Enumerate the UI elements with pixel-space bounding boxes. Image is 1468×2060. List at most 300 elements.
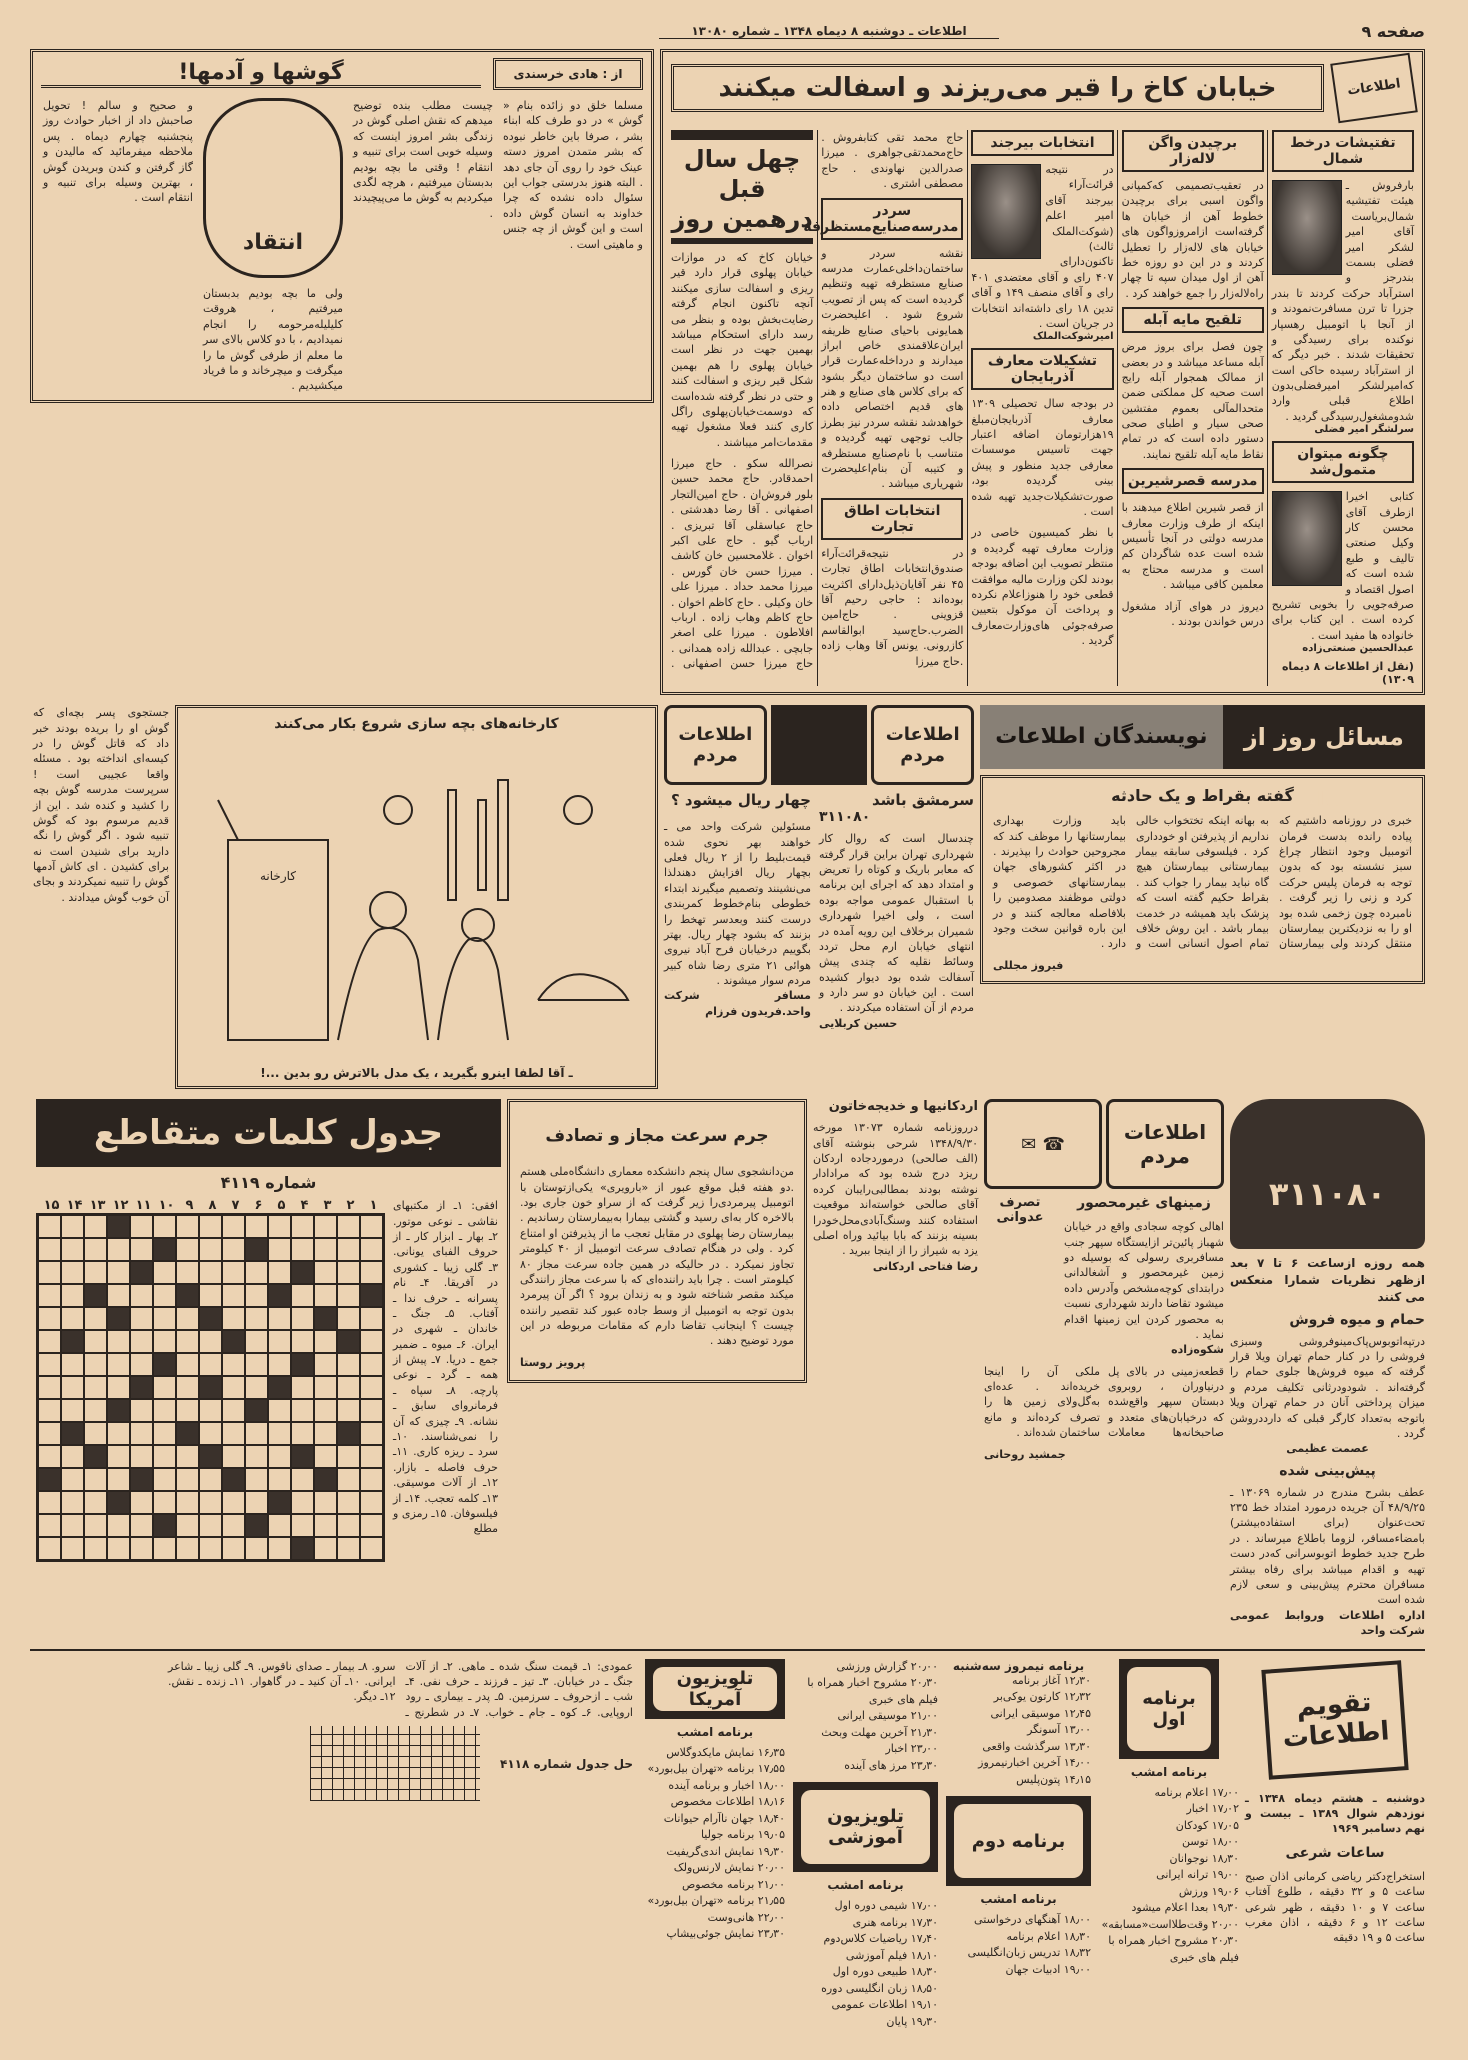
- crossword-cell[interactable]: [360, 1376, 383, 1399]
- crossword-cell[interactable]: [107, 1422, 130, 1445]
- tv-listing-item: ۱۸٫۴۰ جهان ناآرام حیوانات: [663, 1811, 785, 1825]
- crossword-cell[interactable]: [245, 1445, 268, 1468]
- crossword-cell[interactable]: [61, 1307, 84, 1330]
- crossword-cell[interactable]: [245, 1284, 268, 1307]
- crossword-section: [36, 1099, 501, 1562]
- crossword-cell[interactable]: [176, 1261, 199, 1284]
- crossword-cell[interactable]: [61, 1376, 84, 1399]
- tv-list: [946, 1912, 1091, 1978]
- crossword-cell[interactable]: [38, 1261, 61, 1284]
- crossword-cell[interactable]: [245, 1215, 268, 1238]
- crossword-cell[interactable]: [337, 1445, 360, 1468]
- crossword-cell[interactable]: [360, 1307, 383, 1330]
- crossword-black-cell: [314, 1307, 337, 1330]
- crossword-cell[interactable]: [61, 1215, 84, 1238]
- crossword-cell[interactable]: [245, 1353, 268, 1376]
- crossword-cell[interactable]: [337, 1284, 360, 1307]
- crossword-cell[interactable]: [222, 1376, 245, 1399]
- tonight-label: برنامه امشب: [980, 1892, 1057, 1907]
- mardom-item-tasarrof: [984, 1195, 1056, 1358]
- crossword-cell[interactable]: [199, 1537, 222, 1560]
- entegad-logo: انتقاد: [203, 98, 343, 278]
- crossword-cell[interactable]: [222, 1284, 245, 1307]
- crossword-cell[interactable]: [360, 1491, 383, 1514]
- article-text: کتابی اخیرا ازطرف آقای محسن کار وکیل صنعتی تالیف و طبع شده است که اصول اقتصاد و صرفه‌جویی را بخوبی تشریح کرده است . این کتاب برای خانواده ها مفید است .: [1271, 490, 1414, 642]
- crossword-column-number: ۹: [185, 1198, 194, 1214]
- crossword-cell[interactable]: [360, 1468, 383, 1491]
- crossword-cell[interactable]: [61, 1238, 84, 1261]
- crossword-cell[interactable]: [222, 1537, 245, 1560]
- crossword-black-cell: [291, 1537, 314, 1560]
- papers-icon: ☎ ✉: [984, 1099, 1102, 1189]
- crossword-cell[interactable]: [107, 1284, 130, 1307]
- crossword-cell[interactable]: [38, 1376, 61, 1399]
- crossword-cell[interactable]: [314, 1514, 337, 1537]
- tv-listing-item: ۱۸٫۰۰ توسن: [1181, 1835, 1239, 1849]
- crossword-cell[interactable]: [199, 1353, 222, 1376]
- crossword-cell[interactable]: [222, 1238, 245, 1261]
- crossword-cell[interactable]: [360, 1445, 383, 1468]
- crossword-cell[interactable]: [84, 1307, 107, 1330]
- crossword-cell[interactable]: [130, 1537, 153, 1560]
- crossword-cell[interactable]: [291, 1399, 314, 1422]
- crossword-cell[interactable]: [84, 1215, 107, 1238]
- crossword-cell[interactable]: [107, 1514, 130, 1537]
- article-birjand: [971, 162, 1113, 342]
- crossword-cell[interactable]: [176, 1537, 199, 1560]
- tv-listing-item: ۱۹٫۱۰ اطلاعات عمومی: [831, 1998, 938, 2012]
- crossword-cell[interactable]: [130, 1422, 153, 1445]
- crossword-cell[interactable]: [153, 1376, 176, 1399]
- crossword-cell[interactable]: [268, 1353, 291, 1376]
- crossword-cell[interactable]: [84, 1537, 107, 1560]
- crossword-cell[interactable]: [38, 1307, 61, 1330]
- photo-caption: سرلشگر امیر فضلی: [1314, 424, 1414, 436]
- crossword-black-cell: [61, 1330, 84, 1353]
- crossword-cell[interactable]: [130, 1284, 153, 1307]
- crossword-cell[interactable]: [291, 1284, 314, 1307]
- prayer-times: استخراج‌دکتر ریاضی کرمانی اذان صبح ساعت ۵ و ۳۲ دقیقه ، طلوع آفتاب ساعت ۷ و ۱۰ دقیقه ، ظهر شرعی ساعت ۱۲ و ۶ دقیقه ، اذان مغرب ساعت ۵ و ۱۹ دقیقه: [1245, 1869, 1425, 1945]
- prev-solution: [168, 1726, 633, 1801]
- crossword-cell[interactable]: [222, 1514, 245, 1537]
- crossword-cell[interactable]: [153, 1537, 176, 1560]
- crossword-cell[interactable]: [222, 1445, 245, 1468]
- crossword-cell[interactable]: [61, 1491, 84, 1514]
- main-header: [663, 52, 1422, 124]
- crossword-cell[interactable]: [130, 1353, 153, 1376]
- crossword-cell[interactable]: [153, 1261, 176, 1284]
- crossword-cell[interactable]: [38, 1445, 61, 1468]
- crossword-cell[interactable]: [84, 1353, 107, 1376]
- crossword-cell[interactable]: [337, 1537, 360, 1560]
- crossword-cell[interactable]: [153, 1307, 176, 1330]
- crossword-cell[interactable]: [360, 1422, 383, 1445]
- crossword-cell[interactable]: [199, 1468, 222, 1491]
- crossword-cell[interactable]: [337, 1514, 360, 1537]
- crossword-cell[interactable]: [38, 1491, 61, 1514]
- mardom-item-ardakan: [813, 1099, 978, 1274]
- crossword-cell[interactable]: [360, 1330, 383, 1353]
- article-text: چون فصل برای بروز مرض آبله مساعد میباشد و در بعضی از ممالک همجوار آبله رایج است صحیه کل مملکتی ضمن متحدالمآلی بعموم مفتشین صحی سیار و اطبای صحی دستور داده است که در تمام نقاط مایه آبله تلقیح نمایند.: [1121, 340, 1264, 461]
- crossword-cell[interactable]: [130, 1514, 153, 1537]
- crossword-cell[interactable]: [38, 1537, 61, 1560]
- crossword-cell[interactable]: [153, 1422, 176, 1445]
- crossword-clues: افقی: ۱ـ از مکتبهای نقاشی ـ نوعی موتور. ۲ـ بهار ـ ابزار کار ـ از حروف الفبای یونانی. ۳ـ گلی زیبا ـ کشوری در آفریقا. ۴ـ نام پسرانه ـ حرف ندا ـ آفتاب. ۵ـ جنگ ـ خاندان ـ شهری در ایران. ۶ـ میوه ـ ضمیر جمع ـ دریا. ۷ـ پیش از همه ـ گرد ـ نوعی پارچه. ۸ـ سپاه ـ فرمانروای سابق ـ نشانه. ۹ـ چیزی که آن را نمی‌شناسند. ۱۰ـ سرد ـ ریزه کاری. ۱۱ـ حرف فاصله ـ بازار. ۱۲ـ از آلات موسیقی. ۱۳ـ کلمه تعجب. ۱۴ـ از فیلسوفان. ۱۵ـ رمزی و مطلع: [393, 1199, 499, 1536]
- main-headline: خیابان کاخ را قیر می‌ریزند و اسفالت میکنند: [671, 64, 1324, 112]
- crossword-cell[interactable]: [314, 1215, 337, 1238]
- crossword-cell[interactable]: [268, 1422, 291, 1445]
- crossword-cell[interactable]: [360, 1261, 383, 1284]
- crossword-cell[interactable]: [176, 1238, 199, 1261]
- crossword-cell[interactable]: [38, 1353, 61, 1376]
- mardom-tasarrof-text: قطعه‌زمینی در بالای پل درنیاوران ، روبروی دبستان سپهر واقع‌شده که درخیابان‌های متعدد و صاحبخانه‌ها معاملات ملکی آن را اینجا خریده‌اند . عده‌ای به‌گل‌ولای زمین ها را تصرف کرده‌اند و مانع ساختمان شده‌اند .: [984, 1364, 1224, 1440]
- crossword-cell[interactable]: [176, 1353, 199, 1376]
- main-story: [660, 49, 1425, 695]
- crossword-cell[interactable]: [176, 1215, 199, 1238]
- crossword-cell[interactable]: [38, 1514, 61, 1537]
- tv-list: [1099, 1785, 1239, 1967]
- crossword-cell[interactable]: [199, 1330, 222, 1353]
- crossword-cell[interactable]: [245, 1261, 268, 1284]
- mardom-middle: [664, 705, 974, 1031]
- crossword-cell[interactable]: [291, 1422, 314, 1445]
- crossword-cell[interactable]: [130, 1491, 153, 1514]
- crossword-cell[interactable]: [268, 1215, 291, 1238]
- crossword-cell[interactable]: [38, 1215, 61, 1238]
- crossword-cell[interactable]: [314, 1537, 337, 1560]
- item-sign: حسین کربلایی: [819, 1016, 898, 1030]
- crossword-cell[interactable]: [107, 1238, 130, 1261]
- crossword-black-cell: [222, 1468, 245, 1491]
- cartoon-caption: ـ آقا لطفا اینرو بگیرید ، یک مدل بالاترش رو بدین ...!: [260, 1066, 573, 1081]
- banner-part: نویسندگان اطلاعات: [980, 705, 1223, 769]
- crossword-cell[interactable]: [84, 1422, 107, 1445]
- phone-number: ۳۱۱۰۸۰: [819, 809, 871, 826]
- opinion-box: [980, 775, 1425, 984]
- crossword-cell[interactable]: [291, 1238, 314, 1261]
- crossword-cell[interactable]: [222, 1491, 245, 1514]
- crossword-cell[interactable]: [337, 1491, 360, 1514]
- calendar-date: دوشنبه ـ هشتم دیماه ۱۳۴۸ ـ نوزدهم شوال ۱۳۸۹ ـ بیست و نهم دسامبر ۱۹۶۹: [1245, 1791, 1425, 1836]
- mardom-middle-items: [664, 791, 974, 1031]
- logo-text: مردم: [1140, 1144, 1190, 1169]
- crossword-column-number: ۱۴: [66, 1198, 83, 1214]
- zamin-column: [984, 1099, 1224, 1462]
- crossword-black-cell: [268, 1284, 291, 1307]
- crossword-cell[interactable]: [176, 1307, 199, 1330]
- crossword-column-number: ۱۵: [43, 1198, 60, 1214]
- prayer-title: ساعات شرعی: [1285, 1844, 1385, 1861]
- crossword-cell[interactable]: [245, 1537, 268, 1560]
- column-gooshha: [30, 49, 654, 403]
- crossword-cell[interactable]: [199, 1491, 222, 1514]
- crossword-cell[interactable]: [360, 1215, 383, 1238]
- crossword-column-number: ۸: [208, 1198, 217, 1214]
- crossword-cell[interactable]: [38, 1399, 61, 1422]
- crossword-cell[interactable]: [130, 1330, 153, 1353]
- crossword-cell[interactable]: [199, 1261, 222, 1284]
- crossword-cell[interactable]: [199, 1284, 222, 1307]
- crossword-cell[interactable]: [107, 1353, 130, 1376]
- tv-listing-item: ۱۹٫۳۰ بعدا اعلام میشود: [1131, 1901, 1239, 1915]
- crossword-cell[interactable]: [222, 1215, 245, 1238]
- crossword-cell[interactable]: [84, 1468, 107, 1491]
- article-text: در بودجه سال تحصیلی ۱۳۰۹ معارف آذربایجان‌مبلغ ۱۹هزارتومان اضافه اعتبار جهت تاسیس موسسات معارفی جدید منظور و پیش بینی گردیده بود، صورت‌تشکیلات‌جدید تهیه شده است .: [971, 397, 1114, 519]
- crossword-cell[interactable]: [337, 1215, 360, 1238]
- crossword-cell[interactable]: [107, 1468, 130, 1491]
- zamin-items: [984, 1195, 1224, 1358]
- phone-note: همه روزه ازساعت ۶ تا ۷ بعد ازظهر نظریات شمارا منعکس می کنند: [1230, 1256, 1425, 1304]
- logo-text: مردم: [900, 745, 946, 767]
- crossword-cell[interactable]: [176, 1330, 199, 1353]
- crossword-cell[interactable]: [153, 1330, 176, 1353]
- column-header: [41, 58, 643, 90]
- article-text: در نتیجه قرائت‌آراء بیرجند آقای امیر اعلم (شوکت‌الملک ثالث) تاکنون‌دارای ۴۰۷ رای و آقای معتضدی ۴۰۱ رای و آقای منصف ۱۴۹ و آقای تدین ۱۸ رای داشته‌اند انتخابات در جریان است .: [971, 163, 1114, 330]
- photo-caption: امیرشوکت‌الملک: [1032, 331, 1114, 343]
- crossword-black-cell: [268, 1491, 291, 1514]
- crossword-cell[interactable]: [84, 1514, 107, 1537]
- ettelaat-badge: اطلاعات: [1330, 53, 1418, 124]
- names-list: نصرالله سکو . حاج میرزا احمد‌قادر. حاج محمد حسین بلور فروش‌ان . حاج امین‌التجار اصفهانی . آقا رضا دهدشتی . حاج عباسقلی آقا تبریزی . ارباب گیو . حاج علی اکبر اخوان . غلامحسین خان کاشف . میرزا حسن خان گورس . میرزا محمد حداد . میرزا علی خان وکیلی . حاج کاظم اخوان . حاج کاظم وهاب زاده . ارباب افلاطون . میرزا علی اصغر جابچی . عبدالله زاده همدانی . حاج میرزا حسن اصفهانی . حاج محمد تقی کتابفروش . حاج‌محمدتقی‌جواهری . میرزا صدرالدین نهاوندی . حاج مصطفی اشتری .: [671, 131, 964, 671]
- crossword-cell[interactable]: [107, 1537, 130, 1560]
- crossword-cell[interactable]: [245, 1491, 268, 1514]
- mardom-item-zamin: [1064, 1195, 1224, 1358]
- crossword-cell[interactable]: [314, 1238, 337, 1261]
- crossword-cell[interactable]: [314, 1445, 337, 1468]
- crossword-cell[interactable]: [107, 1376, 130, 1399]
- tv-listing-item: ۱۴٫۱۵ پتون‌پلیس: [1016, 1772, 1091, 1786]
- crossword-cell[interactable]: [360, 1353, 383, 1376]
- crossword-cell[interactable]: [38, 1238, 61, 1261]
- crossword-cell[interactable]: [176, 1376, 199, 1399]
- crossword-black-cell: [291, 1445, 314, 1468]
- crossword-cell[interactable]: [130, 1215, 153, 1238]
- tv-listing-item: ۲۰٫۳۰ مشروح اخبار همراه با فیلم های خبری: [1108, 1934, 1239, 1964]
- article-title: تلقیح مایه آبله: [1122, 307, 1264, 333]
- tonight-label: برنامه امشب: [827, 1878, 904, 1893]
- crossword-cell[interactable]: [360, 1537, 383, 1560]
- speed-sign: پرویز روستا: [520, 1355, 586, 1369]
- dateline: اطلاعات ـ دوشنبه ۸ دیماه ۱۳۴۸ ـ شماره ۱۳۰۸۰: [659, 24, 999, 39]
- crossword-cell[interactable]: [84, 1330, 107, 1353]
- phone-icon-number: ۳۱۱۰۸۰: [1230, 1099, 1425, 1249]
- crossword-body: [36, 1198, 501, 1562]
- row-middle: [30, 705, 1425, 1089]
- channel-logo: برنامه نیمروز سه‌شنبه: [952, 1658, 1085, 1673]
- crossword-cell[interactable]: [153, 1468, 176, 1491]
- article-tafteeshat: [1272, 178, 1414, 435]
- tv-listing-item: ۱۸٫۳۰ نوجوانان: [1169, 1851, 1239, 1865]
- crossword-cell[interactable]: [291, 1468, 314, 1491]
- column-text-4: ولی ما بچه بودیم بدبستان میرفتیم ، هروقت کلیلیله‌مرحومه را انجام نمیدادیم ، با دو کلاس بالای سر ما معلم از طرفی گوش ما را میگرفت و میچرخاند و ما فریاد میکشیدیم .: [203, 287, 343, 393]
- logo-text: اطلاعات: [1123, 1120, 1207, 1145]
- crossword-number: شماره ۴۱۱۹: [220, 1173, 317, 1193]
- crossword-cell[interactable]: [153, 1284, 176, 1307]
- item-text: اهالی کوچه سجادی واقع در خیابان شهباز پائین‌تر ازایستگاه سپهر جنب مسافربری رسولی که بوسیله دو زمین غیرمحصور و آشغالدانی درابتدای کوچه‌مشخص وآدرس داده میشود تقاضا دارند شهرداری نسبت به محصور کردن این زمینها اقدام نماید .: [1064, 1220, 1224, 1341]
- crossword-cell[interactable]: [38, 1330, 61, 1353]
- crossword-black-cell: [291, 1261, 314, 1284]
- crossword-cell[interactable]: [84, 1376, 107, 1399]
- crossword-cell[interactable]: [199, 1399, 222, 1422]
- crossword-grid-wrap: [36, 1198, 385, 1562]
- crossword-black-cell: [176, 1422, 199, 1445]
- crossword-cell[interactable]: [314, 1376, 337, 1399]
- crossword-cell[interactable]: [268, 1468, 291, 1491]
- crossword-cell[interactable]: [314, 1399, 337, 1422]
- crossword-cell[interactable]: [199, 1215, 222, 1238]
- cartoon-drawing: [178, 740, 648, 1060]
- crossword-cell[interactable]: [199, 1422, 222, 1445]
- crossword-cell[interactable]: [314, 1353, 337, 1376]
- crossword-cell[interactable]: [291, 1491, 314, 1514]
- crossword-cell[interactable]: [268, 1399, 291, 1422]
- prev-solution-grid: [310, 1726, 480, 1801]
- mardom-logo-strip-2: [984, 1099, 1224, 1189]
- crossword-cell[interactable]: [61, 1353, 84, 1376]
- crossword-cell[interactable]: [222, 1261, 245, 1284]
- crossword-cell[interactable]: [337, 1399, 360, 1422]
- page-number: صفحه ۹: [1361, 22, 1425, 41]
- crossword-cell[interactable]: [360, 1238, 383, 1261]
- crossword-column-number: ۴: [300, 1198, 309, 1214]
- tv-listing-item: ۱۷٫۰۲ اخبار: [1186, 1802, 1239, 1816]
- item-sign: اداره اطلاعات وروابط عمومی شرکت واحد: [1230, 1608, 1425, 1638]
- crossword-cell[interactable]: [38, 1284, 61, 1307]
- item-text: مسئولین شرکت واحد می ـ خواهند بهر نحوی شده قیمت‌بلیط را از ۲ ریال فعلی بچهار ریال افزایش دهندلذا می‌نشینند وتصمیم میگیرند ابتداء خطوطی بنام‌خطوط کمربندی درست کنند وبعدسر تهخط را بزنند که بشود چهار ریال. بهتر بگوییم درخیابان فرح آباد نیروی هوائی ۲۱ متری رضا شاه کبیر مردم سوار میشوند .: [664, 820, 811, 988]
- tv-first: [1099, 1659, 1239, 2031]
- tv-listing-item: ۲۱٫۰۰ موسیقی ایرانی: [837, 1709, 938, 1723]
- crossword-cell[interactable]: [314, 1261, 337, 1284]
- crossword-cell[interactable]: [314, 1491, 337, 1514]
- crossword-grid[interactable]: [36, 1213, 385, 1562]
- item-title: تصرف عدوانی: [996, 1195, 1044, 1226]
- crossword-cell[interactable]: [337, 1261, 360, 1284]
- crossword-cell[interactable]: [84, 1261, 107, 1284]
- crossword-cell[interactable]: [314, 1330, 337, 1353]
- crossword-cell[interactable]: [245, 1307, 268, 1330]
- tv-listing-item: ۱۶٫۳۵ نمایش مایکدوگلاس: [666, 1745, 785, 1759]
- crossword-cell[interactable]: [153, 1445, 176, 1468]
- crossword-cell[interactable]: [337, 1238, 360, 1261]
- crossword-cell[interactable]: [199, 1238, 222, 1261]
- crossword-cell[interactable]: [268, 1445, 291, 1468]
- row-top: [30, 49, 1425, 695]
- crossword-cell[interactable]: [61, 1261, 84, 1284]
- crossword-cell[interactable]: [245, 1468, 268, 1491]
- crossword-cell[interactable]: [291, 1307, 314, 1330]
- crossword-cell[interactable]: [337, 1468, 360, 1491]
- crossword-cell[interactable]: [337, 1376, 360, 1399]
- crossword-cell[interactable]: [176, 1468, 199, 1491]
- crossword-cell[interactable]: [268, 1307, 291, 1330]
- crossword-cell[interactable]: [245, 1330, 268, 1353]
- crossword-cell[interactable]: [291, 1215, 314, 1238]
- crossword-cell[interactable]: [314, 1422, 337, 1445]
- crossword-cell[interactable]: [268, 1537, 291, 1560]
- crossword-cell[interactable]: [130, 1445, 153, 1468]
- crossword-cell[interactable]: [61, 1445, 84, 1468]
- crossword-cell[interactable]: [245, 1422, 268, 1445]
- crossword-cell[interactable]: [291, 1330, 314, 1353]
- column-text-1: مسلما خلق دو زائده بنام « گوش » در دو طرف کله ابناء بشر ، صرفا باین خاطر نبوده که بشر متمدن امروز دسته عینک خود را روی آن جای دهد . البته هنوز بدرستی جواب این سئوال داده نشده که چرا خداوند به انسان گوش داده است و این گوش از چه جنس و ماهیتی است .: [503, 99, 643, 251]
- crossword-cell[interactable]: [130, 1307, 153, 1330]
- crossword-cell[interactable]: [61, 1514, 84, 1537]
- crossword-cell[interactable]: [84, 1491, 107, 1514]
- crossword-cell[interactable]: [153, 1491, 176, 1514]
- crossword-cell[interactable]: [268, 1238, 291, 1261]
- crossword-cell[interactable]: [84, 1238, 107, 1261]
- item-text: درتپه‌اتوبوس‌پاک‌مینو‌فروشی وسبزی فروشی را در کنار حمام تهران ویلا قرار گرفته که میوه فروش‌ها جلوی حمام را گرفته‌اند . شودودرثانی تکلیف مردم و میزان پرداختی آنان در حمام تهران ویلا باتوجه به‌تعداد کارگر قبلی که دارددروشن گردد .: [1230, 1334, 1425, 1440]
- crossword-black-cell: [291, 1353, 314, 1376]
- crossword-cell[interactable]: [38, 1422, 61, 1445]
- crossword-cell[interactable]: [337, 1307, 360, 1330]
- crossword-cell[interactable]: [222, 1307, 245, 1330]
- tv-listing-item: ۱۸٫۱۰ فیلم آموزشی: [845, 1948, 938, 1962]
- crossword-cell[interactable]: [153, 1399, 176, 1422]
- crossword-cell[interactable]: [176, 1514, 199, 1537]
- crossword-cell[interactable]: [61, 1537, 84, 1560]
- crossword-cell[interactable]: [222, 1399, 245, 1422]
- crossword-cell[interactable]: [130, 1238, 153, 1261]
- crossword-black-cell: [176, 1284, 199, 1307]
- crossword-cell[interactable]: [84, 1399, 107, 1422]
- logo-text: مردم: [692, 745, 738, 767]
- crossword-cell[interactable]: [314, 1284, 337, 1307]
- crossword-cell[interactable]: [107, 1330, 130, 1353]
- crossword-cell[interactable]: [176, 1491, 199, 1514]
- crossword-cell[interactable]: [337, 1353, 360, 1376]
- tv-listing-item: ۱۹٫۳۰ نمایش اندی‌گریفیت: [666, 1844, 785, 1858]
- channel-logo: تلویزیون آمریکا: [653, 1667, 777, 1711]
- crossword-cell[interactable]: [176, 1445, 199, 1468]
- crossword-cell[interactable]: [107, 1445, 130, 1468]
- tv-listing-item: ۲۱٫۰۰ برنامه مخصوص: [681, 1877, 785, 1891]
- crossword-cell[interactable]: [360, 1514, 383, 1537]
- mardom-logo-strip: [664, 705, 974, 785]
- crossword-cell[interactable]: [268, 1330, 291, 1353]
- tv-listing-item: ۱۲٫۳۰ آغاز برنامه: [1011, 1673, 1091, 1687]
- crossword-cell[interactable]: [222, 1353, 245, 1376]
- crossword-cell[interactable]: [61, 1399, 84, 1422]
- crossword-cell[interactable]: [222, 1422, 245, 1445]
- article-text: در نتیجه‌قرائت‌آراء صندوق‌انتخابات اطاق تجارت ۴۵ نفر آقایان‌ذیل‌دارای اکثریت بوده‌اند : حاجی رحیم آقا قزوینی . حاج‌امین الضرب.حاج‌سید ابوالقاسم کازرونی. یونس آقا وهاب زاده .حاج میرزا: [821, 546, 964, 668]
- crossword-cell[interactable]: [360, 1399, 383, 1422]
- crossword-cell[interactable]: [153, 1215, 176, 1238]
- crossword-cell[interactable]: [268, 1514, 291, 1537]
- row-bottom: [30, 1649, 1425, 2031]
- crossword-column-number: ۱۰: [158, 1198, 175, 1214]
- tv-listing-item: ۲۳٫۳۰ مرز های آینده: [844, 1758, 938, 1772]
- mardom-item-4rial: [664, 791, 811, 1031]
- column-author: از : هادی خرسندی: [493, 58, 643, 90]
- crossword-cell[interactable]: [176, 1399, 199, 1422]
- crossword-cell[interactable]: [61, 1284, 84, 1307]
- crossword-black-cell: [222, 1330, 245, 1353]
- tv-listing-item: ۱۹٫۰۵ برنامه جولیا: [700, 1828, 785, 1842]
- crossword-black-cell: [153, 1514, 176, 1537]
- crossword-cell[interactable]: [245, 1376, 268, 1399]
- crossword-cell[interactable]: [291, 1514, 314, 1537]
- crossword-cell[interactable]: [291, 1376, 314, 1399]
- crossword-black-cell: [130, 1376, 153, 1399]
- crossword-cell[interactable]: [107, 1261, 130, 1284]
- item-sign: مسافر شرکت واحد.فریدون فرزام: [664, 989, 811, 1018]
- channel-logo: تلویزیون آموزشی: [801, 1790, 930, 1864]
- crossword-cell[interactable]: [199, 1514, 222, 1537]
- crossword-cell[interactable]: [61, 1468, 84, 1491]
- crossword-cell[interactable]: [130, 1399, 153, 1422]
- crossword-cell[interactable]: [268, 1261, 291, 1284]
